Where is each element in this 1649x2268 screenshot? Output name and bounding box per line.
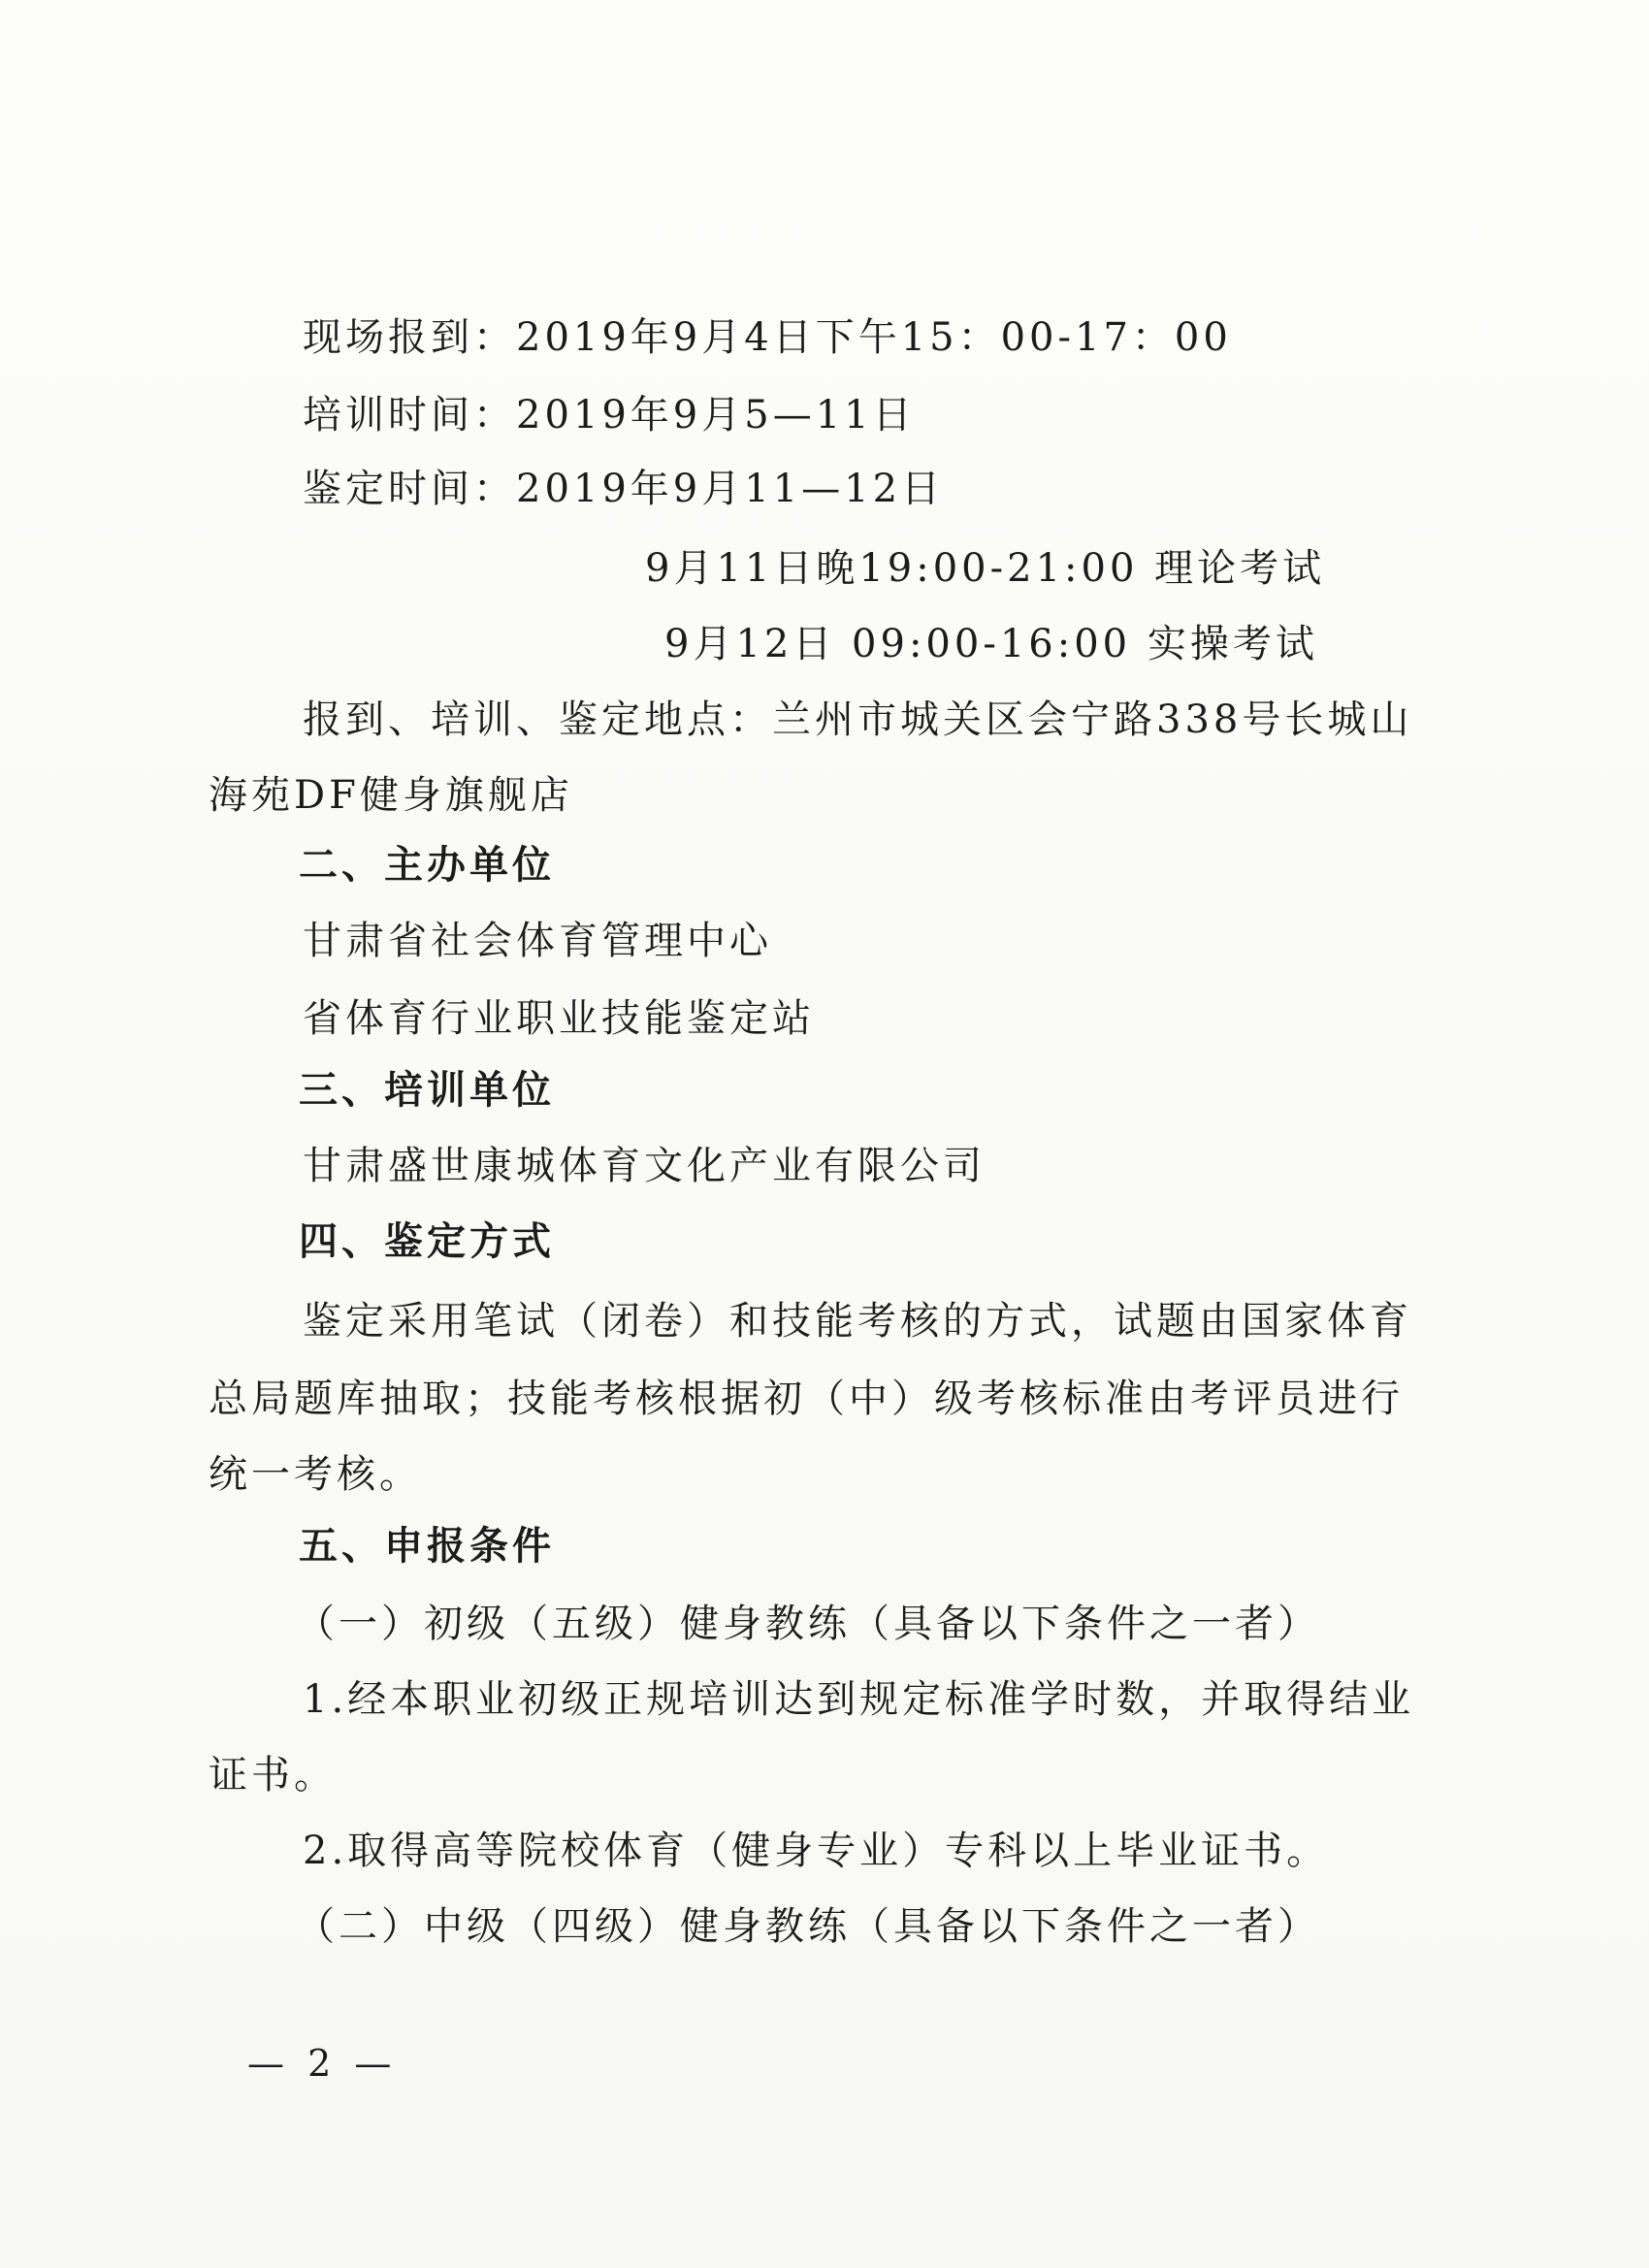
section-heading-method: 四、鉴定方式 — [299, 1219, 555, 1264]
practical-exam-line: 9月12日 09:00-16:00 实操考试 — [664, 622, 1318, 666]
organizer-1: 甘肃省社会体育管理中心 — [303, 919, 772, 963]
section-heading-organizer: 二、主办单位 — [299, 843, 555, 888]
level-4-heading: （二）中级（四级）健身教练（具备以下条件之一者） — [296, 1904, 1320, 1949]
level-5-cond-1: 1.经本职业初级正规培训达到规定标准学时数，并取得结业 — [303, 1677, 1415, 1722]
theory-exam-line: 9月11日晚19:00-21:00 理论考试 — [645, 546, 1326, 591]
section-heading-conditions: 五、申报条件 — [299, 1524, 555, 1569]
organizer-2: 省体育行业职业技能鉴定站 — [303, 996, 815, 1041]
method-para-2: 总局题库抽取；技能考核根据初（中）级考核标准由考评员进行 — [209, 1377, 1404, 1421]
training-time-line: 培训时间：2019年9月5—11日 — [303, 393, 916, 437]
level-5-heading: （一）初级（五级）健身教练（具备以下条件之一者） — [296, 1602, 1320, 1646]
section-heading-trainer: 三、培训单位 — [299, 1068, 555, 1113]
method-para-3: 统一考核。 — [209, 1452, 422, 1497]
appraisal-time-line: 鉴定时间：2019年9月11—12日 — [303, 467, 945, 511]
trainer-name: 甘肃盛世康城体育文化产业有限公司 — [303, 1144, 986, 1188]
level-5-cond-2: 2.取得高等院校体育（健身专业）专科以上毕业证书。 — [303, 1829, 1330, 1873]
page-number: — 2 — — [247, 2042, 398, 2085]
level-5-cond-1-cont: 证书。 — [209, 1753, 337, 1798]
checkin-time-line: 现场报到：2019年9月4日下午15：00-17：00 — [303, 315, 1232, 360]
location-line: 报到、培训、鉴定地点：兰州市城关区会宁路338号长城山 — [303, 697, 1413, 742]
method-para-1: 鉴定采用笔试（闭卷）和技能考核的方式，试题由国家体育 — [303, 1299, 1412, 1344]
location-line-cont: 海苑DF健身旗舰店 — [209, 773, 573, 818]
